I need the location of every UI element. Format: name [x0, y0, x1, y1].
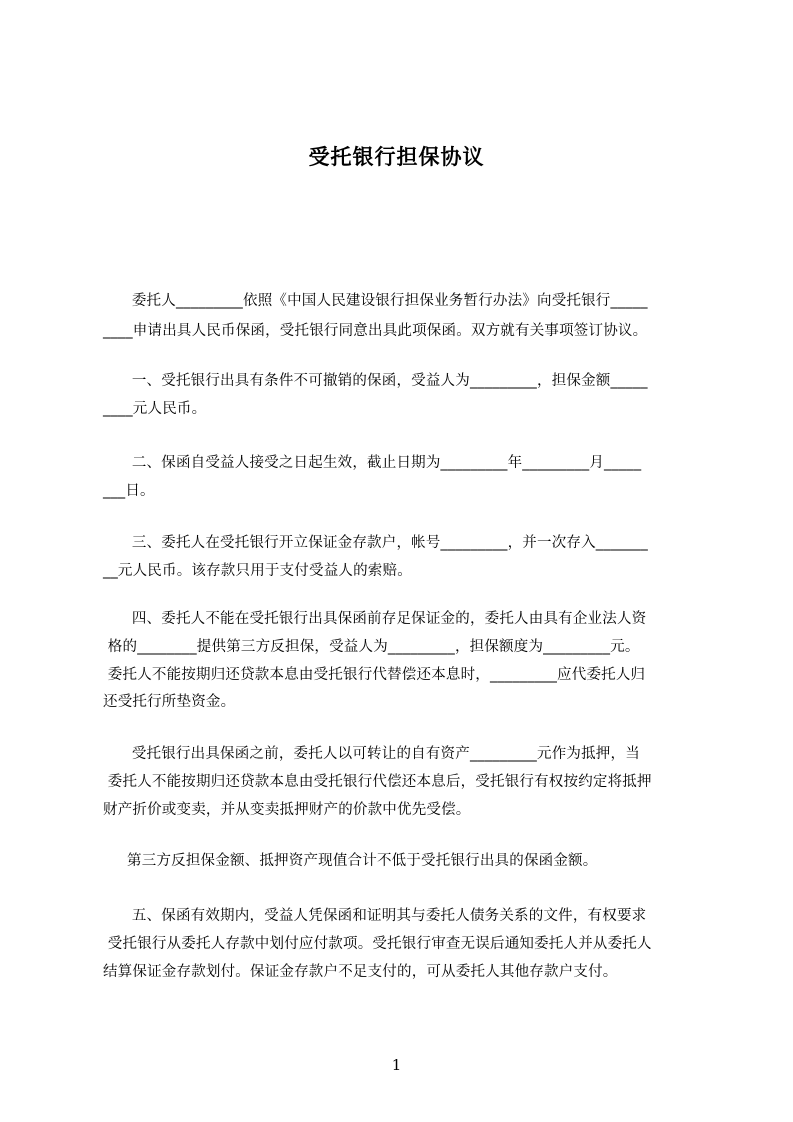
paragraph-line: 受托银行从委托人存款中划付应付款项。受托银行审查无误后通知委托人并从委托人: [103, 936, 652, 952]
paragraph-line: ____元人民币。: [103, 401, 207, 417]
document-title: 受托银行担保协议: [308, 145, 485, 169]
paragraph-line: 二、保函自受益人接受之日起生效，截止日期为_________年_________月_____: [103, 455, 642, 471]
paragraph-line: 委托人不能按期归还贷款本息由受托银行代替偿还本息时，_________应代委托人归: [103, 667, 646, 683]
paragraph-line: 三、委托人在受托银行开立保证金存款户，帐号_________，并一次存入_______: [103, 535, 648, 551]
paragraph-line: 四、委托人不能在受托银行出具保函前存足保证金的，委托人由具有企业法人资: [103, 611, 647, 627]
paragraph-line: 委托人不能按期归还贷款本息由受托银行代偿还本息后，受托银行有权按约定将抵押: [103, 774, 652, 790]
paragraph-line: 第三方反担保金额、抵押资产现值合计不低于受托银行出具的保函金额。: [103, 853, 598, 869]
paragraph-line: 委托人_________依照《中国人民建设银行担保业务暂行办法》向受托银行_____: [103, 293, 648, 309]
page-number: 1: [391, 1056, 402, 1074]
paragraph-line: __元人民币。该存款只用于支付受益人的索赔。: [103, 563, 412, 579]
paragraph-line: 结算保证金存款划付。保证金存款户不足支付的，可从委托人其他存款户支付。: [103, 964, 618, 980]
paragraph-line: ____申请出具人民币保函，受托银行同意出具此项保函。双方就有关事项签订协议。: [103, 323, 648, 339]
paragraph-line: ___日。: [103, 483, 155, 499]
paragraph-line: 一、受托银行出具有条件不可撤销的保函，受益人为_________，担保金额_____: [103, 373, 648, 389]
paragraph-line: 格的________提供第三方反担保，受益人为_________，担保额度为_________元。: [103, 639, 640, 655]
paragraph-line: 还受托行所垫资金。: [103, 694, 236, 710]
paragraph-line: 受托银行出具保函之前，委托人以可转让的自有资产_________元作为抵押，当: [103, 746, 640, 762]
paragraph-line: 财产折价或变卖，并从变卖抵押财产的价款中优先受偿。: [103, 802, 471, 818]
paragraph-line: 五、保函有效期内，受益人凭保函和证明其与委托人债务关系的文件，有权要求: [103, 908, 647, 924]
